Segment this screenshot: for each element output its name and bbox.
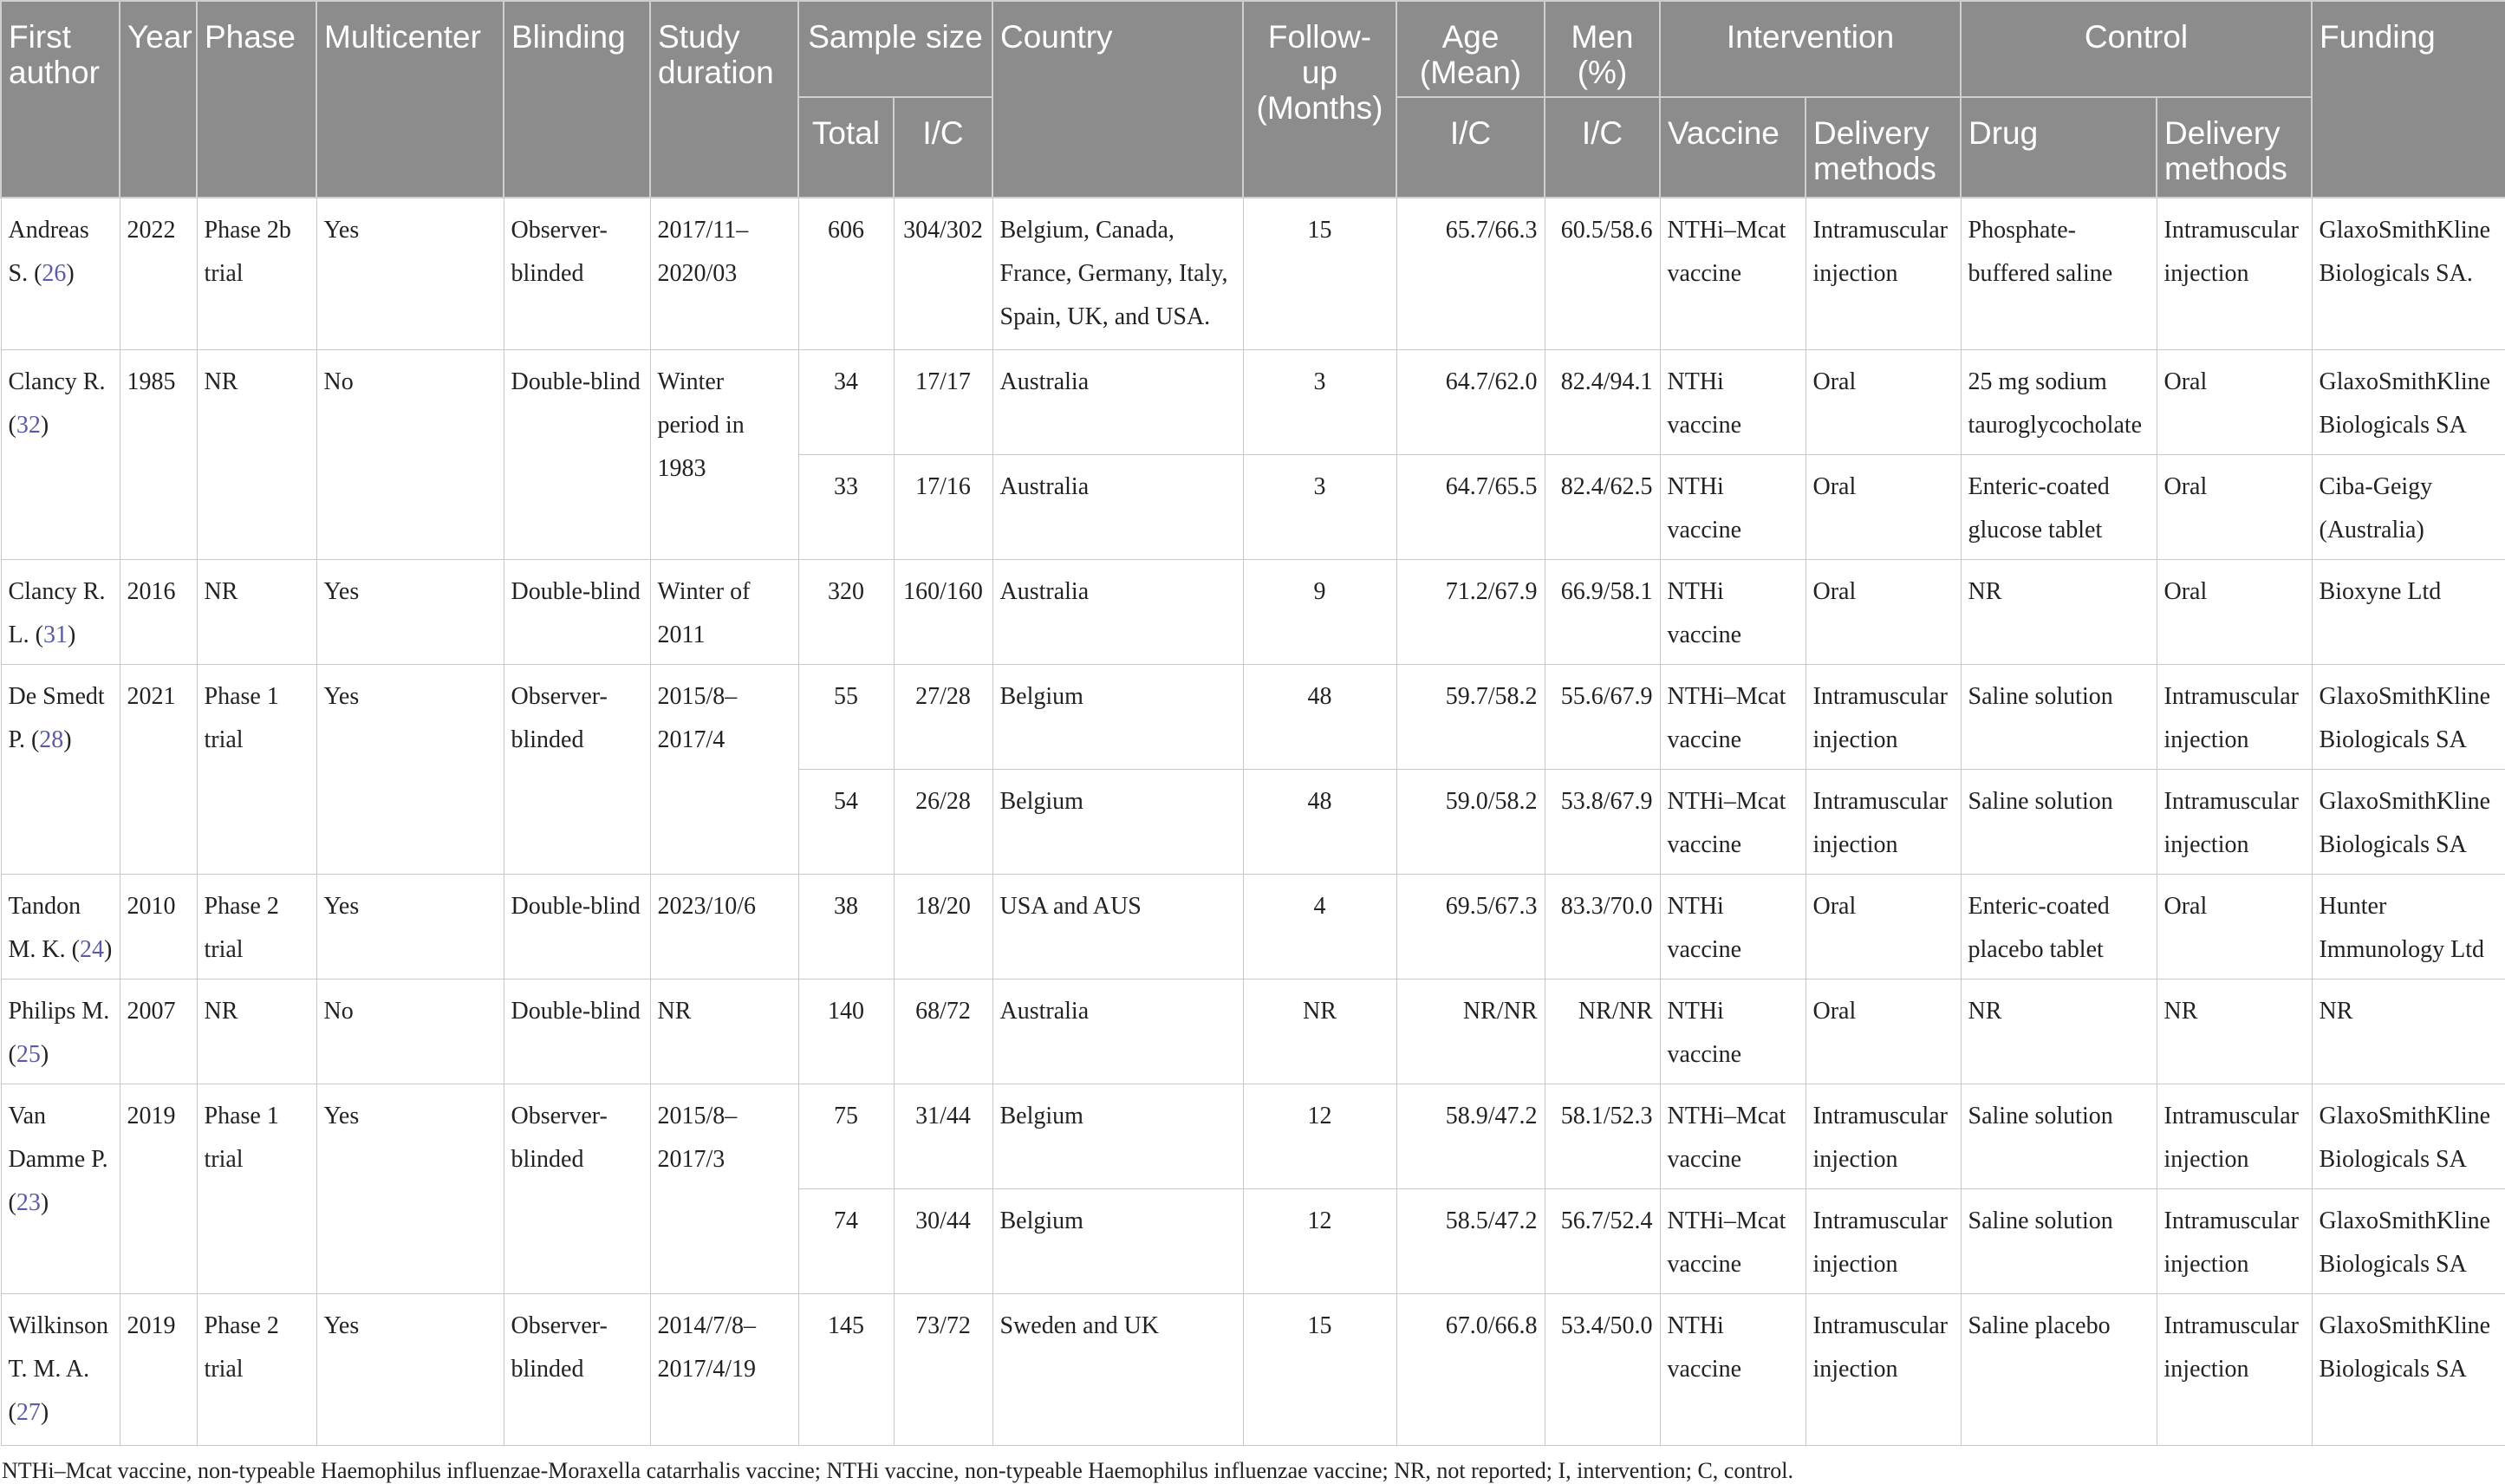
header-men-ic: I/C [1545,97,1660,198]
cell-study-duration: Winter period in 1983 [650,349,798,559]
cell-delivery-control: Oral [2157,349,2312,454]
cell-country: Australia [992,559,1243,664]
cell-funding: GlaxoSmithKline Biologicals SA [2312,1293,2505,1445]
cell-total: 140 [798,979,894,1084]
cell-delivery-intervention: Oral [1806,349,1961,454]
cell-phase: Phase 2b trial [197,198,316,349]
cell-phase: NR [197,559,316,664]
cell-delivery-control: Intramuscular injection [2157,1084,2312,1188]
cell-total: 34 [798,349,894,454]
header-sample-ic: I/C [894,97,992,198]
cell-drug: Enteric-coated glucose tablet [1961,454,2157,559]
cell-delivery-control: NR [2157,979,2312,1084]
cell-men: 82.4/94.1 [1545,349,1660,454]
cell-age: 64.7/65.5 [1396,454,1545,559]
cell-funding: GlaxoSmithKline Biologicals SA [2312,1188,2505,1293]
cell-sample-ic: 30/44 [894,1188,992,1293]
cell-total: 320 [798,559,894,664]
table-row [1,1084,2505,1188]
cell-total: 74 [798,1188,894,1293]
reference-link[interactable]: 32 [16,411,41,439]
cell-delivery-control: Intramuscular injection [2157,769,2312,874]
cell-vaccine: NTHi vaccine [1660,979,1806,1084]
cell-sample-ic: 160/160 [894,559,992,664]
cell-blinding: Double-blind [504,979,650,1084]
header-sample-size: Sample size [798,1,992,97]
cell-follow-up: 3 [1243,454,1396,559]
header-total: Total [798,97,894,198]
cell-vaccine: NTHi vaccine [1660,874,1806,979]
cell-first-author: Clancy R. L. (31) [1,559,120,664]
cell-men: 58.1/52.3 [1545,1084,1660,1188]
cell-age: 67.0/66.8 [1396,1293,1545,1445]
cell-drug: NR [1961,979,2157,1084]
cell-funding: Ciba-Geigy (Australia) [2312,454,2505,559]
cell-phase: Phase 2 trial [197,874,316,979]
cell-country: Australia [992,979,1243,1084]
cell-age: 58.9/47.2 [1396,1084,1545,1188]
cell-men: 83.3/70.0 [1545,874,1660,979]
cell-delivery-control: Oral [2157,559,2312,664]
reference-link[interactable]: 25 [16,1040,41,1068]
cell-age: 64.7/62.0 [1396,349,1545,454]
cell-delivery-control: Intramuscular injection [2157,1188,2312,1293]
author-name: Tandon M. K. [8,892,81,963]
cell-vaccine: NTHi–Mcat vaccine [1660,664,1806,769]
cell-follow-up: 48 [1243,664,1396,769]
header-year: Year [120,1,197,198]
author-name: Van Damme P. [8,1102,108,1173]
reference-link[interactable]: 26 [42,260,67,287]
header-vaccine: Vaccine [1660,97,1806,198]
cell-study-duration: 2015/8–2017/4 [650,664,798,874]
cell-total: 606 [798,198,894,349]
cell-phase: Phase 1 trial [197,664,316,874]
cell-blinding: Observer-blinded [504,664,650,874]
cell-total: 54 [798,769,894,874]
cell-vaccine: NTHi–Mcat vaccine [1660,1188,1806,1293]
header-first-author: First author [1,1,120,198]
header-control: Control [1961,1,2312,97]
cell-multicenter: Yes [316,559,504,664]
header-delivery-methods-control: Delivery methods [2157,97,2312,198]
table-footnote: NTHi–Mcat vaccine, non-typeable Haemophilus influenzae-Moraxella catarrhalis vaccine; NTHi vaccine, non-typeable Haemophilus influenzae vaccine; NR, not reported; I, intervention; C, control. [2,1457,1793,1483]
cell-phase: NR [197,349,316,559]
cell-phase: NR [197,979,316,1084]
reference-link[interactable]: 23 [16,1188,41,1216]
header-country: Country [992,1,1243,198]
cell-follow-up: 15 [1243,1293,1396,1445]
cell-delivery-control: Oral [2157,454,2312,559]
cell-blinding: Observer-blinded [504,1293,650,1445]
cell-follow-up: 12 [1243,1084,1396,1188]
cell-men: 53.8/67.9 [1545,769,1660,874]
cell-follow-up: 9 [1243,559,1396,664]
cell-age: 59.7/58.2 [1396,664,1545,769]
table-row [1,874,2505,979]
author-name: Clancy R. L. [8,577,106,648]
cell-funding: GlaxoSmithKline Biologicals SA [2312,769,2505,874]
header-blinding: Blinding [504,1,650,198]
cell-year: 2016 [120,559,197,664]
cell-blinding: Double-blind [504,874,650,979]
cell-delivery-intervention: Intramuscular injection [1806,664,1961,769]
cell-year: 2022 [120,198,197,349]
cell-sample-ic: 17/16 [894,454,992,559]
cell-total: 75 [798,1084,894,1188]
cell-vaccine: NTHi–Mcat vaccine [1660,769,1806,874]
reference-link[interactable]: 31 [42,621,68,648]
cell-sample-ic: 27/28 [894,664,992,769]
cell-country: Australia [992,349,1243,454]
cell-delivery-control: Intramuscular injection [2157,198,2312,349]
header-age: Age (Mean) [1396,1,1545,97]
cell-country: Belgium [992,769,1243,874]
author-name: Clancy R. [8,368,106,395]
cell-sample-ic: 18/20 [894,874,992,979]
cell-first-author: Tandon M. K. (24) [1,874,120,979]
cell-age: 69.5/67.3 [1396,874,1545,979]
cell-funding: GlaxoSmithKline Biologicals SA [2312,349,2505,454]
cell-follow-up: 15 [1243,198,1396,349]
cell-follow-up: 3 [1243,349,1396,454]
header-phase: Phase [197,1,316,198]
cell-country: USA and AUS [992,874,1243,979]
cell-multicenter: Yes [316,198,504,349]
cell-vaccine: NTHi vaccine [1660,454,1806,559]
cell-funding: GlaxoSmithKline Biologicals SA [2312,664,2505,769]
cell-year: 2010 [120,874,197,979]
table-row [1,664,2505,769]
cell-men: 56.7/52.4 [1545,1188,1660,1293]
cell-country: Australia [992,454,1243,559]
cell-study-duration: NR [650,979,798,1084]
cell-drug: Saline solution [1961,1084,2157,1188]
reference-link[interactable]: 28 [39,726,64,753]
cell-delivery-intervention: Intramuscular injection [1806,198,1961,349]
cell-country: Belgium [992,1188,1243,1293]
cell-drug: Saline solution [1961,1188,2157,1293]
cell-sample-ic: 73/72 [894,1293,992,1445]
cell-follow-up: NR [1243,979,1396,1084]
author-name: Andreas S. [8,217,89,287]
cell-country: Sweden and UK [992,1293,1243,1445]
cell-men: 66.9/58.1 [1545,559,1660,664]
cell-age: 65.7/66.3 [1396,198,1545,349]
cell-drug: NR [1961,559,2157,664]
cell-total: 145 [798,1293,894,1445]
cell-study-duration: 2014/7/8–2017/4/19 [650,1293,798,1445]
cell-age: 58.5/47.2 [1396,1188,1545,1293]
cell-study-duration: 2017/11–2020/03 [650,198,798,349]
cell-phase: Phase 2 trial [197,1293,316,1445]
cell-drug: 25 mg sodium tauroglycocholate [1961,349,2157,454]
cell-multicenter: Yes [316,664,504,874]
cell-drug: Saline solution [1961,769,2157,874]
author-name: Philips M. [8,997,110,1025]
cell-blinding: Double-blind [504,349,650,559]
cell-year: 2019 [120,1293,197,1445]
cell-multicenter: No [316,349,504,559]
cell-delivery-intervention: Intramuscular injection [1806,1084,1961,1188]
header-study-duration: Study duration [650,1,798,198]
cell-year: 2007 [120,979,197,1084]
cell-study-duration: 2023/10/6 [650,874,798,979]
cell-follow-up: 12 [1243,1188,1396,1293]
cell-multicenter: Yes [316,1293,504,1445]
cell-funding: Bioxyne Ltd [2312,559,2505,664]
cell-phase: Phase 1 trial [197,1084,316,1293]
cell-total: 38 [798,874,894,979]
table-body [1,198,2505,1445]
cell-funding: Hunter Immunology Ltd [2312,874,2505,979]
cell-sample-ic: 304/302 [894,198,992,349]
cell-age: NR/NR [1396,979,1545,1084]
cell-men: 55.6/67.9 [1545,664,1660,769]
header-drug: Drug [1961,97,2157,198]
cell-blinding: Observer-blinded [504,198,650,349]
cell-country: Belgium [992,1084,1243,1188]
table-row [1,979,2505,1084]
header-delivery-methods-intervention: Delivery methods [1806,97,1961,198]
cell-delivery-intervention: Intramuscular injection [1806,1188,1961,1293]
cell-sample-ic: 31/44 [894,1084,992,1188]
reference-link[interactable]: 24 [79,935,104,963]
cell-delivery-intervention: Oral [1806,559,1961,664]
cell-year: 2021 [120,664,197,874]
cell-year: 2019 [120,1084,197,1293]
cell-vaccine: NTHi vaccine [1660,349,1806,454]
cell-delivery-intervention: Intramuscular injection [1806,769,1961,874]
header-multicenter: Multicenter [316,1,504,198]
cell-first-author: Andreas S. (26) [1,198,120,349]
cell-men: 53.4/50.0 [1545,1293,1660,1445]
author-name: Wilkinson T. M. A. [8,1312,109,1383]
cell-sample-ic: 68/72 [894,979,992,1084]
cell-first-author: Philips M. (25) [1,979,120,1084]
cell-drug: Saline solution [1961,664,2157,769]
cell-delivery-control: Intramuscular injection [2157,1293,2312,1445]
cell-total: 55 [798,664,894,769]
cell-men: 60.5/58.6 [1545,198,1660,349]
table-row [1,559,2505,664]
cell-vaccine: NTHi vaccine [1660,1293,1806,1445]
cell-multicenter: Yes [316,1084,504,1293]
cell-delivery-intervention: Oral [1806,874,1961,979]
cell-sample-ic: 26/28 [894,769,992,874]
table-row [1,1293,2505,1445]
cell-country: Belgium [992,664,1243,769]
reference-link[interactable]: 27 [16,1398,41,1426]
header-men: Men (%) [1545,1,1660,97]
cell-drug: Saline placebo [1961,1293,2157,1445]
cell-delivery-control: Intramuscular injection [2157,664,2312,769]
cell-delivery-intervention: Intramuscular injection [1806,1293,1961,1445]
author-name: De Smedt P. [8,682,105,753]
cell-vaccine: NTHi–Mcat vaccine [1660,198,1806,349]
cell-men: 82.4/62.5 [1545,454,1660,559]
cell-first-author: Wilkinson T. M. A. (27) [1,1293,120,1445]
header-intervention: Intervention [1660,1,1961,97]
cell-men: NR/NR [1545,979,1660,1084]
cell-funding: GlaxoSmithKline Biologicals SA [2312,1084,2505,1188]
cell-blinding: Observer-blinded [504,1084,650,1293]
cell-first-author: Van Damme P. (23) [1,1084,120,1293]
header-funding: Funding [2312,1,2505,198]
cell-sample-ic: 17/17 [894,349,992,454]
cell-multicenter: No [316,979,504,1084]
cell-age: 71.2/67.9 [1396,559,1545,664]
cell-funding: GlaxoSmithKline Biologicals SA. [2312,198,2505,349]
cell-total: 33 [798,454,894,559]
cell-first-author: Clancy R. (32) [1,349,120,559]
header-follow-up: Follow-up (Months) [1243,1,1396,198]
cell-drug: Phosphate-buffered saline [1961,198,2157,349]
cell-delivery-intervention: Oral [1806,979,1961,1084]
cell-vaccine: NTHi vaccine [1660,559,1806,664]
cell-drug: Enteric-coated placebo tablet [1961,874,2157,979]
cell-study-duration: 2015/8–2017/3 [650,1084,798,1293]
cell-follow-up: 4 [1243,874,1396,979]
cell-study-duration: Winter of 2011 [650,559,798,664]
cell-vaccine: NTHi–Mcat vaccine [1660,1084,1806,1188]
header-age-ic: I/C [1396,97,1545,198]
cell-blinding: Double-blind [504,559,650,664]
cell-delivery-intervention: Oral [1806,454,1961,559]
cell-first-author: De Smedt P. (28) [1,664,120,874]
cell-funding: NR [2312,979,2505,1084]
cell-multicenter: Yes [316,874,504,979]
table-row [1,198,2505,349]
cell-follow-up: 48 [1243,769,1396,874]
cell-delivery-control: Oral [2157,874,2312,979]
cell-age: 59.0/58.2 [1396,769,1545,874]
cell-year: 1985 [120,349,197,559]
table-row [1,349,2505,454]
cell-country: Belgium, Canada, France, Germany, Italy, Spain, UK, and USA. [992,198,1243,349]
